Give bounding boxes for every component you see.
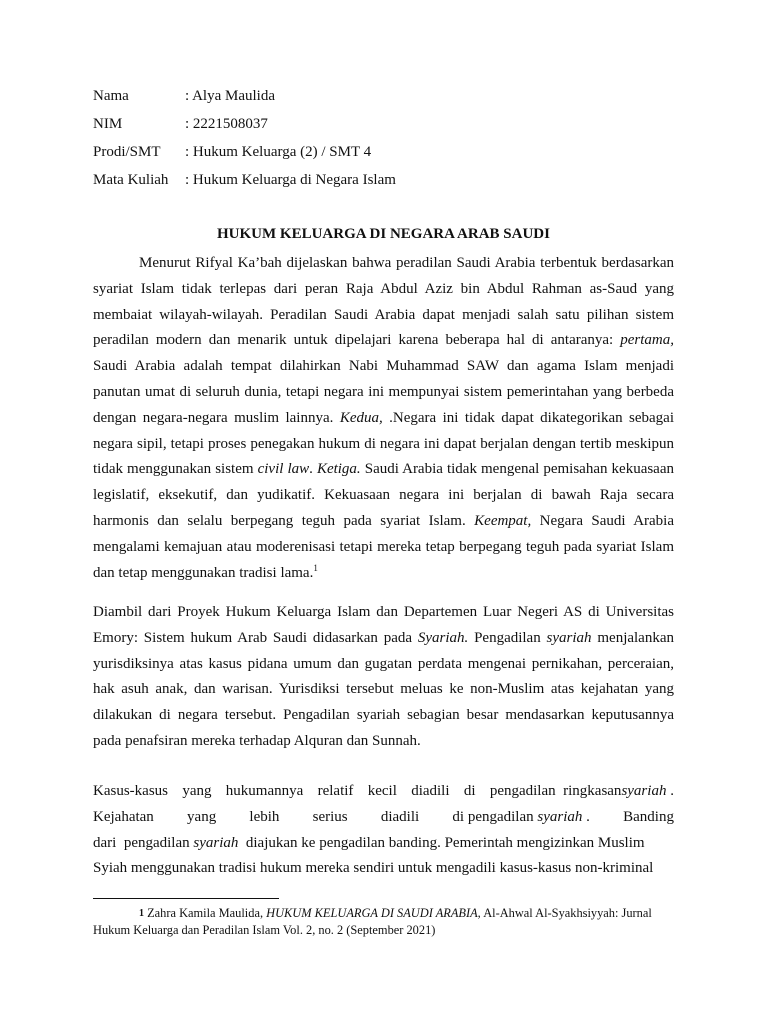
info-label: Nama [93, 88, 129, 104]
info-label: NIM [93, 116, 123, 132]
p2-text-a: Diambil dari Proyek Hukum Keluarga Islam dan Departemen Luar Negeri AS di Universitas Emory: Sistem hukum Arab Saudi didasarkan pada [93, 604, 674, 646]
p3-word: diadili [411, 783, 450, 799]
p1-text-f: Negara Saudi Arabia mengalami kemajuan atau moderenisasi tetapi mereka tetap berpegang teguh pada syariat Islam dan tetap menggunakan tradisi lama. [93, 512, 675, 581]
p3-line-2-mid [452, 805, 589, 831]
p1-text-a: Menurut Rifyal Ka’bah dijelaskan bahwa peradilan Saudi Arabia terbentuk berdasarkan syariat Islam tidak terlepas dari peran Raja Abdul Aziz bin Abdul Rahman as-Saud yang membaiat wilayah-wilayah. Peradilan Saudi Arabia dapat menjadi salah satu pilihan sistem peradilan modern dan menarik untuk dipelajari karena beberapa hal di antaranya: [93, 255, 674, 349]
info-value: : 2221508037 [185, 116, 268, 132]
paragraph-1 [93, 251, 674, 586]
p1-kedua: Kedua, [339, 409, 383, 426]
p3-syariah: syariah [193, 834, 239, 851]
p1-text-c: .Negara ini tidak dapat dikategorikan sebagai negara sipil, tetapi proses penegakan hukum di negara ini dapat berjalan dengan tertib meskipun tidak menggunakan sistem [93, 409, 675, 478]
p3-word: Kejahatan [93, 808, 154, 825]
footnote-mark: 1 [139, 908, 144, 919]
student-info [93, 86, 396, 198]
p3-line-2 [93, 805, 674, 831]
info-row-nama [93, 86, 396, 114]
paragraph-2 [93, 600, 674, 755]
p3-word: Banding [623, 808, 674, 825]
p1-pertama: pertama, [620, 332, 674, 349]
p3-word: diadili [380, 808, 420, 825]
p3-word: yang [187, 808, 217, 825]
footnote-title: HUKUM KELUARGA DI SAUDI ARABIA, [266, 906, 481, 920]
paragraph-3 [93, 779, 674, 882]
p3-word: hukumannya [225, 783, 304, 799]
p3-di-pengadilan: di pengadilan [452, 808, 534, 825]
info-row-nim [93, 114, 396, 142]
p3-line-3-a: dari pengadilan [93, 834, 194, 851]
info-label: Mata Kuliah [93, 172, 169, 188]
p3-dot: . [582, 808, 590, 825]
p3-dot: . [666, 783, 674, 799]
p1-text-d: . [309, 461, 317, 478]
p2-syariah-2: syariah [546, 629, 592, 646]
p1-keempat: Keempat, [474, 512, 532, 529]
p3-word: relatif [317, 783, 354, 799]
p3-line-3-b: diajukan ke pengadilan banding. Pemerintah mengizinkan Muslim [238, 834, 645, 851]
p2-text-c: menjalankan yurisdiksinya atas kasus pidana umum dan gugatan perdata mengenai pernikahan, perceraian, hak asuh anak, dan warisan. Yurisdiksi tersebut meluas ke non-Muslim atas kejahatan yang dilakukan di negara tersebut. Pengadilan syariah sebagian besar mendasarkan keputusannya pada penafsiran mereka terhadap Alquran dan Sunnah. [93, 629, 674, 749]
p3-word: Kasus-kasus [93, 783, 168, 799]
document-title: HUKUM KELUARGA DI NEGARA ARAB SAUDI [217, 226, 550, 242]
p1-civil-law: civil law [257, 461, 310, 478]
footnote-line-1 [93, 905, 674, 922]
footnote-author: Zahra Kamila Maulida, [144, 906, 267, 920]
footnote [93, 905, 674, 939]
p3-line-1 [93, 779, 674, 805]
p3-pengadilan-ringkasan: pengadilan ringkasan [489, 783, 622, 799]
info-row-prodi [93, 142, 396, 170]
info-value: : Alya Maulida [185, 88, 275, 104]
p3-word: di [463, 783, 476, 799]
p3-word: lebih [249, 808, 280, 825]
info-label: Prodi/SMT [93, 144, 161, 160]
p1-ketiga: Ketiga. [316, 461, 361, 478]
p1-text-e: Saudi Arabia tidak mengenal pemisahan kekuasaan legislatif, eksekutif, dan yudikatif. Kekuasaan negara ini berjalan di bawah Raja secara harmonis dan selalu berpegang teguh pada syariat Islam. [93, 461, 674, 529]
info-value: : Hukum Keluarga (2) / SMT 4 [185, 144, 372, 160]
footnote-journal: Al-Ahwal Al-Syakhsiyyah: Jurnal [480, 906, 652, 920]
footnote-separator [93, 898, 279, 899]
p3-line-4: Syiah menggunakan tradisi hukum mereka sendiri untuk mengadili kasus-kasus non-kriminal [93, 860, 654, 877]
footnote-line-2: Hukum Keluarga dan Peradilan Islam Vol. 2, no. 2 (September 2021) [93, 923, 436, 937]
footnote-reference[interactable]: 1 [313, 562, 318, 573]
p3-line-1-tail [490, 779, 674, 805]
p3-word: yang [182, 783, 212, 799]
info-value: : Hukum Keluarga di Negara Islam [185, 172, 396, 188]
p2-text-b: Pengadilan [468, 629, 547, 646]
p1-text-b: Saudi Arabia adalah tempat dilahirkan Nabi Muhammad SAW dan agama Islam menjadi panutan umat di seluruh dunia, tetapi negara ini mempunyai sistem pemerintahan yang berbeda dengan negara-negara muslim lainnya. [93, 358, 674, 426]
p3-word: serius [312, 808, 348, 825]
p3-line-3 [93, 831, 674, 857]
p3-syariah: syariah [621, 783, 667, 799]
p3-word: kecil [367, 783, 397, 799]
p2-syariah-1: Syariah. [417, 629, 469, 646]
p3-syariah: syariah [537, 808, 583, 825]
info-row-mata-kuliah [93, 170, 396, 198]
